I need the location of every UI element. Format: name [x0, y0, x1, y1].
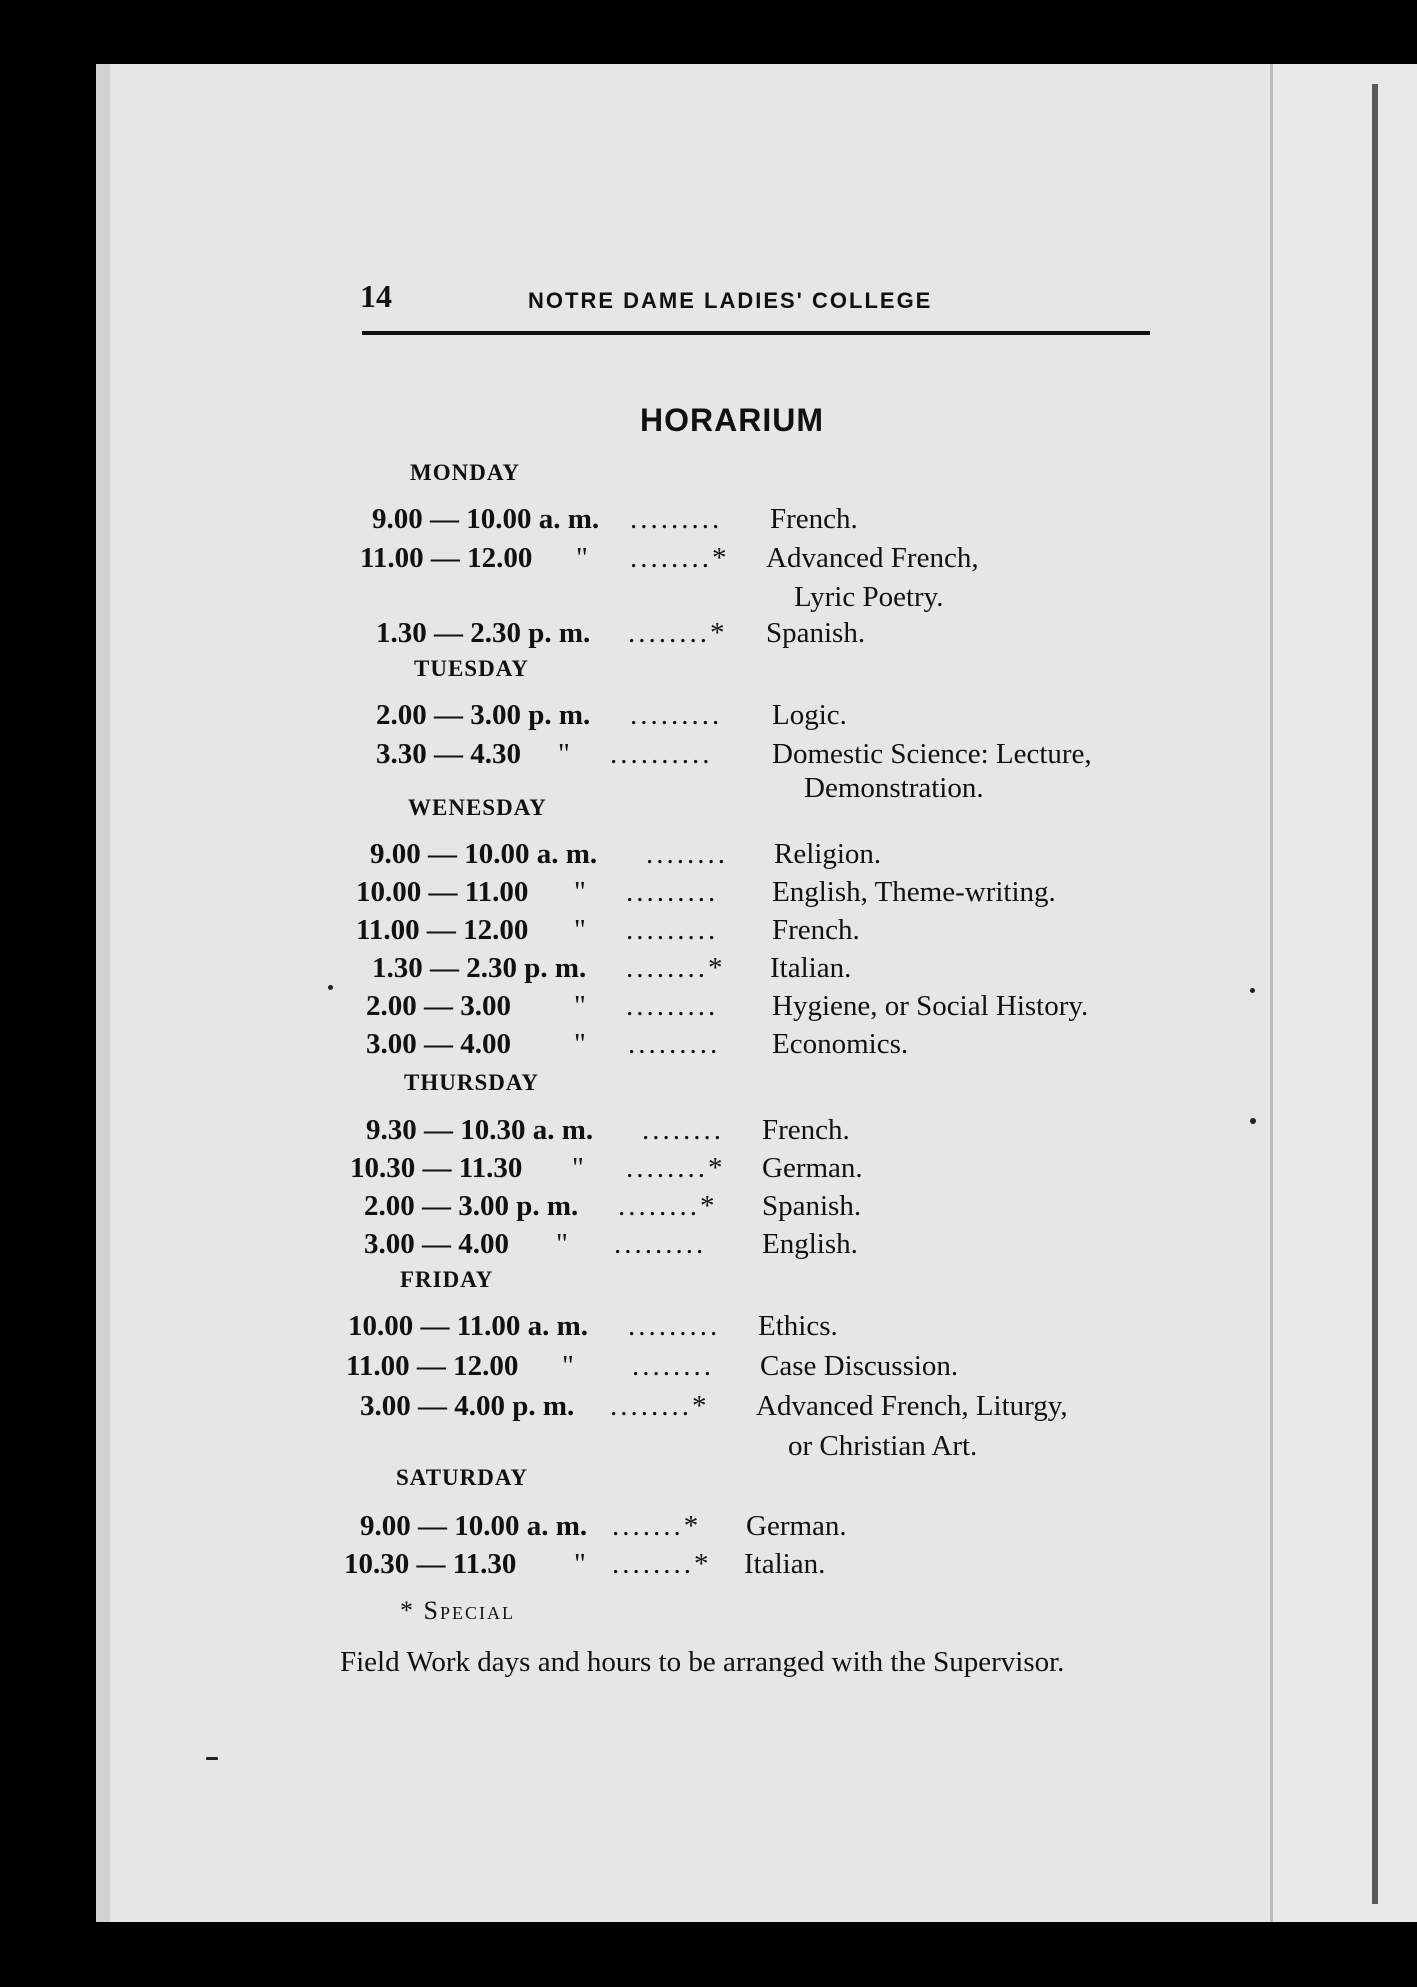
leader-dots: ........*: [628, 617, 728, 649]
ditto-mark: ": [574, 876, 586, 908]
subject: Spanish.: [762, 1190, 862, 1222]
scan-speck: [328, 985, 333, 990]
subject: Spanish.: [766, 617, 866, 649]
ditto-mark: ": [572, 1152, 584, 1184]
leader-dots: ........*: [612, 1548, 712, 1580]
time-slot: 9.00 — 10.00 a. m.: [360, 1510, 588, 1542]
time-slot: 9.00 — 10.00 a. m.: [370, 838, 598, 870]
leader-dots: ........*: [610, 1390, 710, 1422]
time-slot: 10.30 — 11.30: [344, 1548, 517, 1580]
day-heading-friday: FRIDAY: [400, 1267, 494, 1292]
field-work-note: Field Work days and hours to be arranged with the Supervisor.: [340, 1646, 1065, 1678]
time-slot: 10.30 — 11.30: [350, 1152, 523, 1184]
ditto-mark: ": [574, 914, 586, 946]
scan-speck: [1250, 988, 1255, 993]
subject-continuation: Demonstration.: [804, 772, 984, 804]
subject: Economics.: [772, 1028, 909, 1060]
subject-continuation: Lyric Poetry.: [794, 581, 944, 613]
subject: English.: [762, 1228, 858, 1260]
ditto-mark: ": [574, 1028, 586, 1060]
time-slot: 10.00 — 11.00 a. m.: [348, 1310, 589, 1342]
header-rule: [362, 331, 1150, 335]
time-slot: 2.00 — 3.00 p. m.: [376, 699, 591, 731]
leader-dots: .........: [626, 876, 719, 908]
ditto-mark: ": [556, 1228, 568, 1260]
page-title: HORARIUM: [640, 402, 824, 438]
subject: English, Theme-writing.: [772, 876, 1056, 908]
subject: French.: [762, 1114, 850, 1146]
footnote-special: * Special: [400, 1596, 515, 1625]
subject: Ethics.: [758, 1310, 838, 1342]
leader-dots: .......*: [612, 1510, 702, 1542]
ditto-mark: ": [562, 1350, 574, 1382]
time-slot: 11.00 — 12.00: [360, 542, 533, 574]
running-title: NOTRE DAME LADIES' COLLEGE: [528, 288, 933, 313]
page-edge-shadow: [96, 64, 110, 1922]
page-number: 14: [360, 278, 392, 314]
day-heading-tuesday: TUESDAY: [414, 656, 529, 681]
book-page-right: [1273, 64, 1417, 1922]
subject: Religion.: [774, 838, 882, 870]
subject: Advanced French,: [766, 542, 979, 574]
leader-dots: .........: [614, 1228, 707, 1260]
time-slot: 2.00 — 3.00 p. m.: [364, 1190, 579, 1222]
page-header: [360, 278, 1150, 338]
subject: German.: [746, 1510, 847, 1542]
time-slot: 9.00 — 10.00 a. m.: [372, 503, 600, 535]
leader-dots: ........*: [618, 1190, 718, 1222]
leader-dots: .........: [628, 1028, 721, 1060]
time-slot: 1.30 — 2.30 p. m.: [376, 617, 591, 649]
leader-dots: .........: [626, 990, 719, 1022]
leader-dots: ........*: [626, 952, 726, 984]
day-heading-saturday: SATURDAY: [396, 1465, 528, 1490]
time-slot: 3.00 — 4.00: [366, 1028, 511, 1060]
ditto-mark: ": [574, 990, 586, 1022]
ditto-mark: ": [558, 738, 570, 770]
time-slot: 11.00 — 12.00: [356, 914, 529, 946]
time-slot: 3.00 — 4.00 p. m.: [360, 1390, 575, 1422]
time-slot: 3.00 — 4.00: [364, 1228, 509, 1260]
time-slot: 11.00 — 12.00: [346, 1350, 519, 1382]
time-slot: 2.00 — 3.00: [366, 990, 511, 1022]
subject: Hygiene, or Social History.: [772, 990, 1089, 1022]
leader-dots: ........: [632, 1350, 714, 1382]
subject-continuation: or Christian Art.: [788, 1430, 978, 1462]
right-page-edge-line: [1372, 84, 1378, 1904]
ditto-mark: ": [574, 1548, 586, 1580]
subject: Logic.: [772, 699, 847, 731]
day-heading-thursday: THURSDAY: [404, 1070, 539, 1095]
time-slot: 3.30 — 4.30: [376, 738, 521, 770]
subject: Advanced French, Liturgy,: [756, 1390, 1068, 1422]
leader-dots: ..........: [610, 738, 713, 770]
leader-dots: ........: [642, 1114, 724, 1146]
scan-speck: [206, 1757, 218, 1760]
scan-speck: [1250, 1118, 1256, 1124]
subject: Domestic Science: Lecture,: [772, 738, 1092, 770]
leader-dots: .........: [630, 503, 723, 535]
leader-dots: .........: [626, 914, 719, 946]
time-slot: 1.30 — 2.30 p. m.: [372, 952, 587, 984]
leader-dots: .........: [630, 699, 723, 731]
subject: Italian.: [770, 952, 852, 984]
subject: Case Discussion.: [760, 1350, 959, 1382]
time-slot: 10.00 — 11.00: [356, 876, 529, 908]
subject: German.: [762, 1152, 863, 1184]
leader-dots: ........: [646, 838, 728, 870]
leader-dots: ........*: [630, 542, 730, 574]
time-slot: 9.30 — 10.30 a. m.: [366, 1114, 594, 1146]
leader-dots: ........*: [626, 1152, 726, 1184]
subject: Italian.: [744, 1548, 826, 1580]
leader-dots: .........: [628, 1310, 721, 1342]
subject: French.: [770, 503, 858, 535]
subject: French.: [772, 914, 860, 946]
day-heading-monday: MONDAY: [410, 460, 520, 485]
day-heading-wednesday: WENESDAY: [408, 795, 547, 820]
ditto-mark: ": [576, 542, 588, 574]
